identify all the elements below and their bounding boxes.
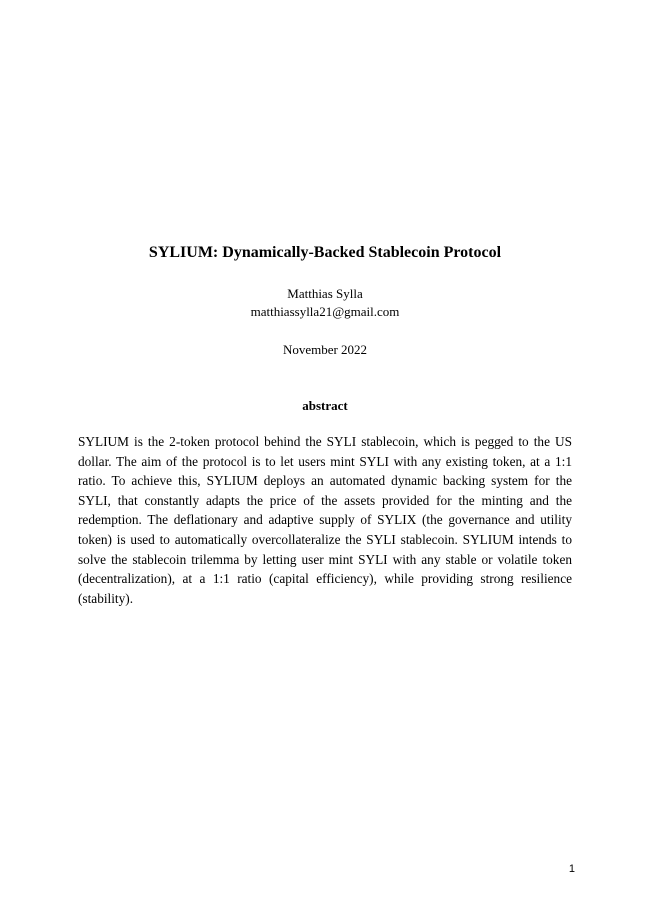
paper-title: SYLIUM: Dynamically-Backed Stablecoin Protocol (148, 244, 502, 261)
publication-date: November 2022 (282, 342, 368, 357)
author-email: matthiassylla21@gmail.com (250, 304, 400, 319)
abstract-body: SYLIUM is the 2-token protocol behind the SYLI stablecoin, which is pegged to the US dollar. The aim of the protocol is to let users mint SYLI with any existing token, at a 1:1 ratio. To achieve this, SYLIUM deploys an automated dynamic backing system for the SYLI, that constantly adapts the price of the assets provided for the minting and the redemption. The deflationary and adaptive supply of SYLIX (the governance and utility token) is used to automatically overcollateralize the SYLI stablecoin. SYLIUM intends to solve the stablecoin trilemma by letting user mint SYLI with any stable or volatile token (decentralization), at a 1:1 ratio (capital efficiency), while providing strong resilience (stability). (78, 434, 572, 606)
abstract-heading: abstract (302, 398, 348, 413)
page-number: 1 (568, 863, 575, 875)
author-name: Matthias Sylla (287, 286, 363, 301)
